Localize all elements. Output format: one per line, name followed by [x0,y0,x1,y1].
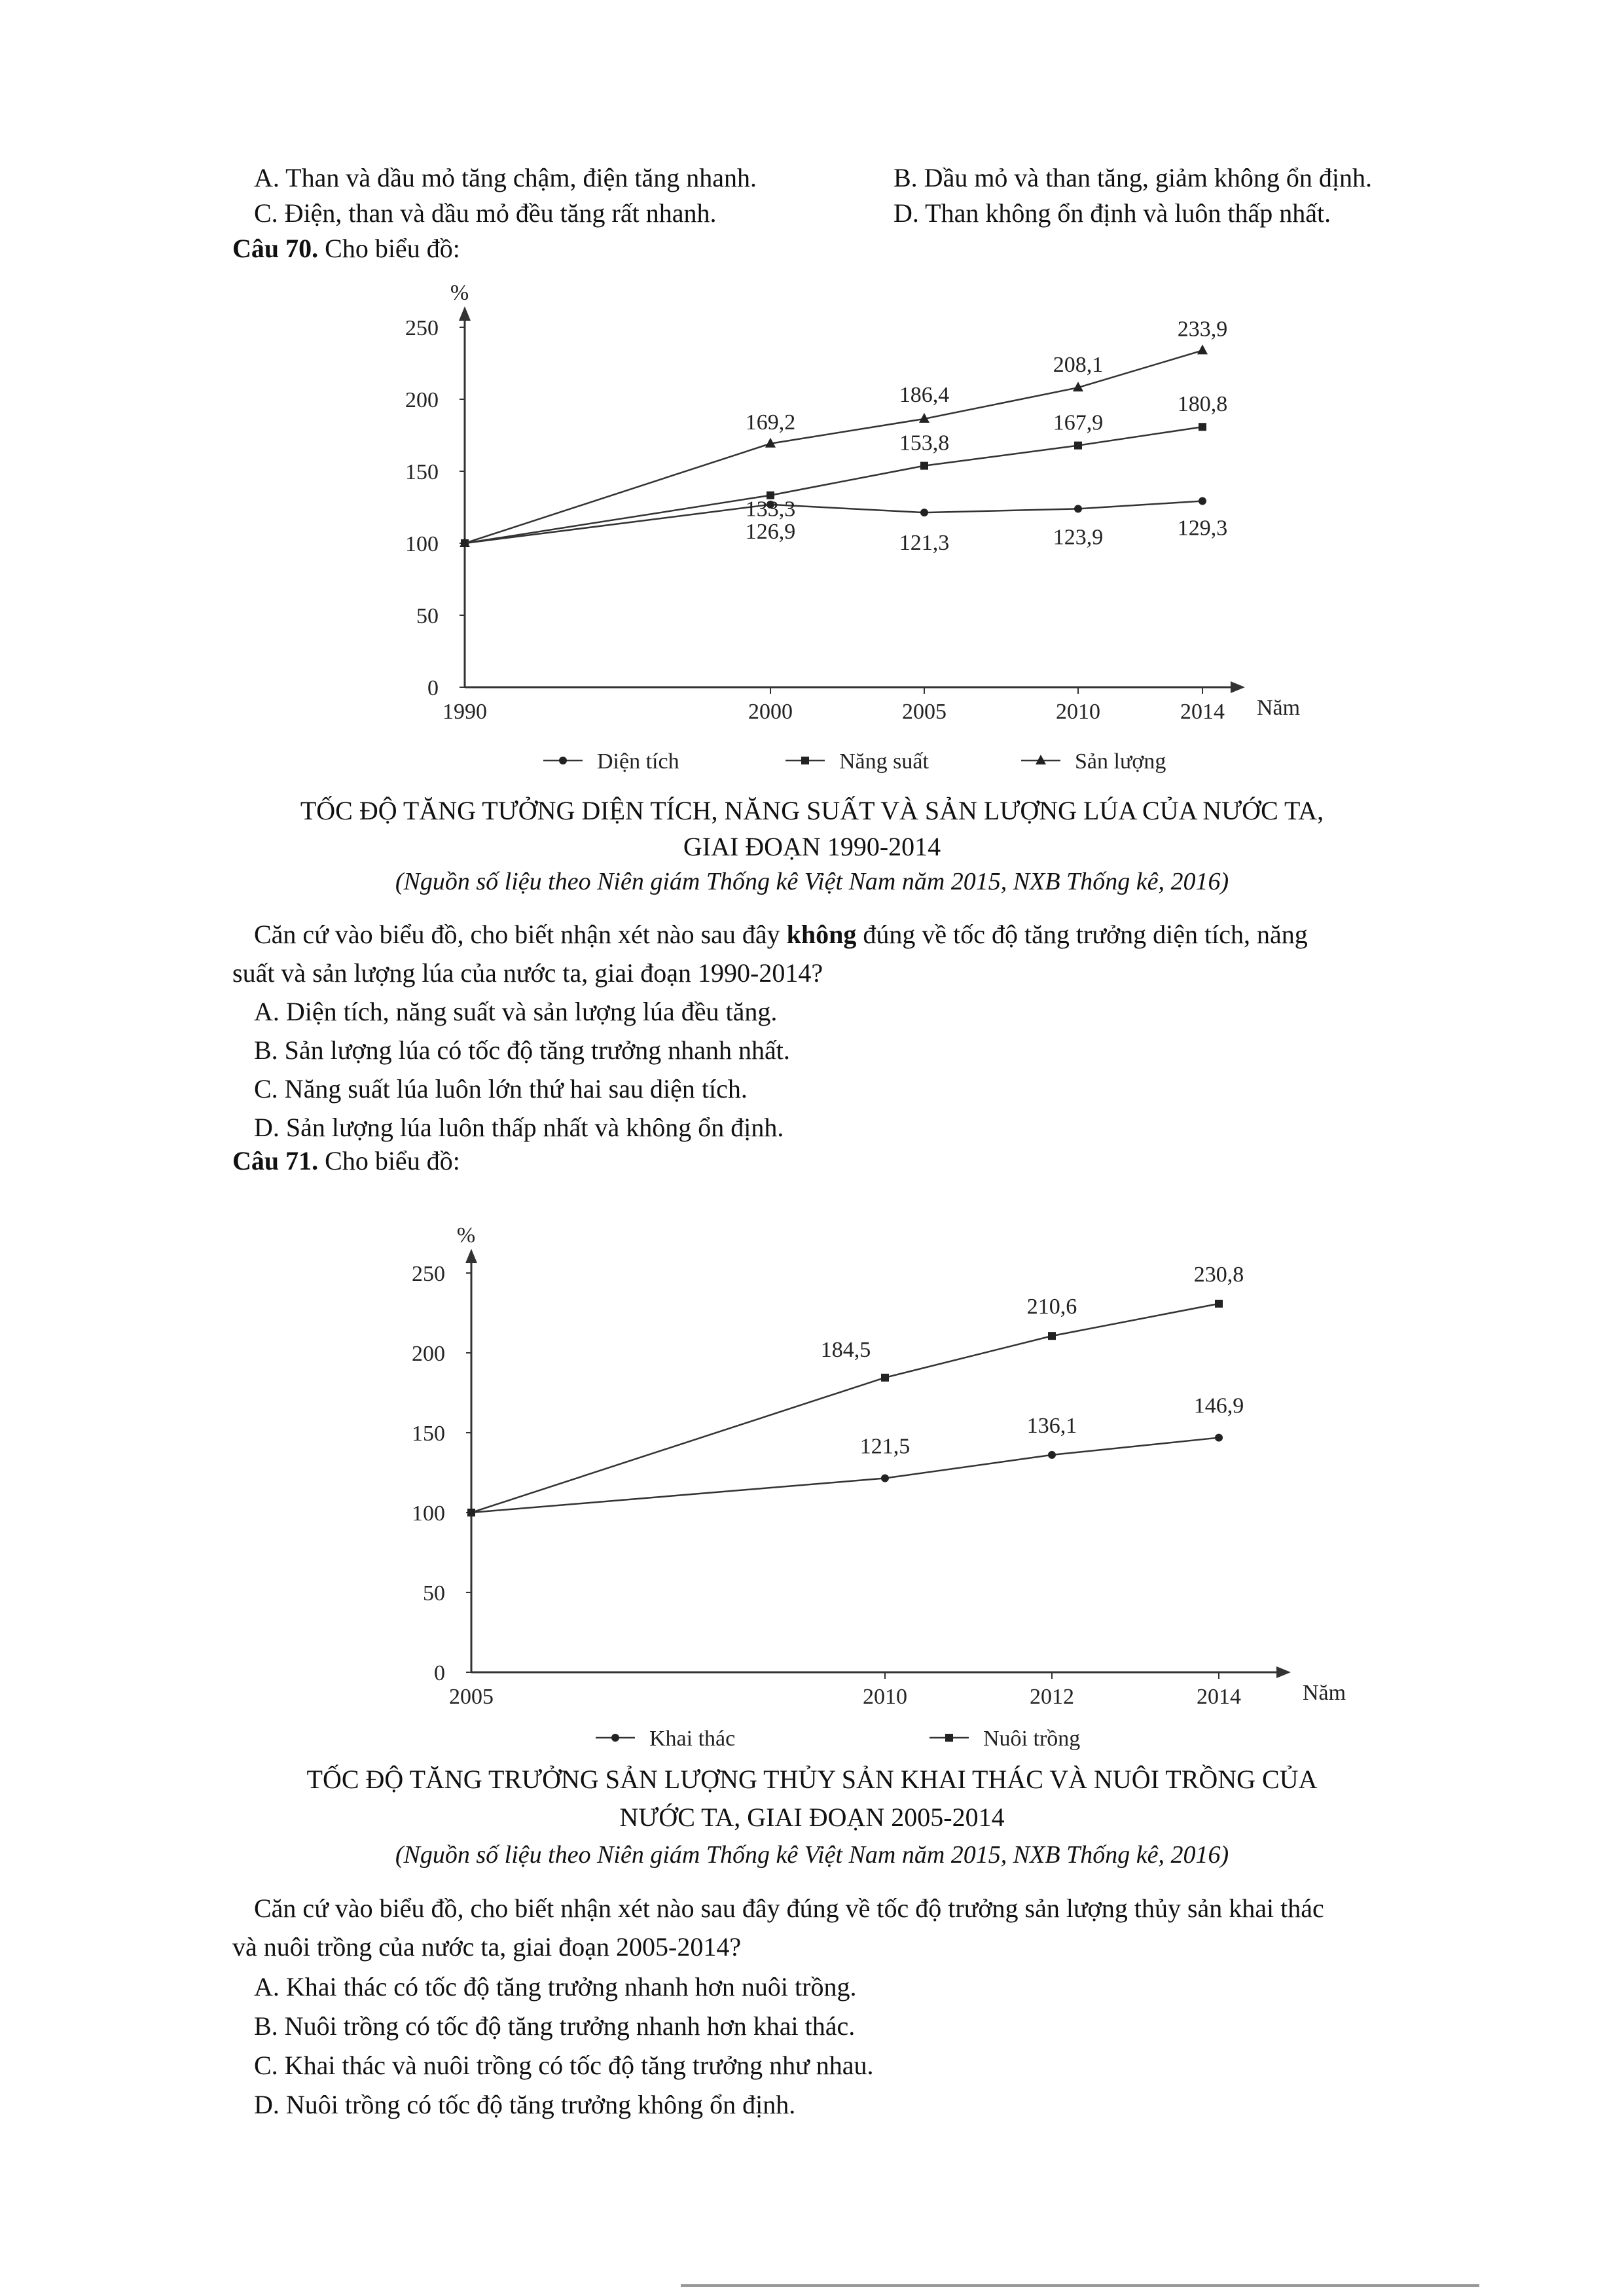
data-point [1199,497,1206,505]
y-tick-label: 200 [405,388,439,412]
data-point [1048,1332,1056,1340]
data-point [1197,344,1208,354]
q71-source: (Nguồn số liệu theo Niên giám Thống kê Việt Nam năm 2015, NXB Thống kê, 2016) [395,1841,1229,1869]
legend-marker [611,1734,619,1742]
data-label: 129,3 [1177,516,1228,541]
y-axis-unit: % [450,281,469,305]
prev-option-b: B. Dầu mỏ và than tăng, giảm không ổn định. [893,163,1373,192]
y-axis-arrow [465,1249,477,1263]
x-tick-label: 2000 [748,700,793,724]
x-tick-label: 2010 [863,1685,907,1709]
x-tick-label: 2014 [1180,700,1225,724]
prev-option-a: A. Than và dầu mỏ tăng chậm, điện tăng nhanh. [254,163,757,192]
legend-marker [945,1734,953,1742]
data-point [1048,1451,1056,1459]
data-point [1215,1434,1223,1442]
legend-marker [559,757,567,764]
x-tick-label: 2012 [1030,1685,1074,1709]
q70-option-b: B. Sản lượng lúa có tốc độ tăng trưởng nhanh nhất. [254,1035,790,1065]
legend-marker [1036,755,1046,764]
footer-divider [681,2284,1479,2287]
q70-question-line1 [254,919,1308,950]
x-axis-arrow [1231,681,1245,693]
x-tick-label: 2005 [449,1685,494,1709]
data-point [881,1374,889,1382]
data-label: 210,6 [1026,1295,1077,1319]
data-point [920,509,928,516]
data-point [1215,1300,1223,1308]
q71-option-d: D. Nuôi trồng có tốc độ tăng trưởng không ổn định. [254,2090,796,2119]
data-point [1199,423,1206,431]
q71-heading [232,1145,460,1177]
q70-question-line2: suất và sản lượng lúa của nước ta, giai đoạn 1990-2014? [232,958,823,988]
legend-label: Nuôi trồng [983,1727,1081,1751]
prev-option-d: D. Than không ổn định và luôn thấp nhất. [893,198,1331,228]
x-tick-label: 2010 [1056,700,1100,724]
legend-label: Khai thác [649,1727,736,1751]
y-tick-label: 50 [416,604,439,628]
q70-option-d: D. Sản lượng lúa luôn thấp nhất và không ổn định. [254,1113,784,1142]
data-label: 167,9 [1053,410,1104,435]
y-tick-label: 250 [405,316,439,340]
q70-option-a: A. Diện tích, năng suất và sản lượng lúa đều tăng. [254,997,778,1026]
data-label: 121,5 [859,1434,911,1459]
data-label: 184,5 [820,1337,871,1362]
data-label: 153,8 [899,431,950,456]
q70-option-c: C. Năng suất lúa luôn lớn thứ hai sau diện tích. [254,1074,748,1103]
q70-heading [232,233,460,264]
data-label: 123,9 [1053,525,1104,550]
q71-option-b: B. Nuôi trồng có tốc độ tăng trưởng nhanh hơn khai thác. [254,2011,856,2041]
data-label: 230,8 [1193,1262,1244,1287]
data-label: 133,3 [745,497,796,522]
legend-label: Sản lượng [1075,749,1166,774]
data-label: 146,9 [1193,1393,1244,1418]
x-tick-label: 2005 [902,700,947,724]
q70-label: Câu 70. [232,234,319,263]
data-label: 136,1 [1026,1413,1077,1438]
data-label: 186,4 [899,382,950,407]
x-axis-title: Năm [1303,1681,1346,1705]
data-label: 208,1 [1053,353,1104,378]
legend-label: Năng suất [839,749,929,774]
x-tick-label: 1990 [442,700,487,724]
y-tick-label: 50 [423,1581,445,1605]
data-label: 233,9 [1177,317,1228,342]
legend-marker [801,757,809,764]
y-tick-label: 200 [412,1342,445,1366]
y-tick-label: 150 [412,1422,445,1446]
series-line-0 [471,1438,1219,1513]
q71-caption-line2: NƯỚC TA, GIAI ĐOẠN 2005-2014 [619,1803,1005,1832]
y-tick-label: 150 [405,460,439,484]
data-point [1074,442,1082,450]
x-tick-label: 2014 [1197,1685,1241,1709]
data-label: 121,3 [899,531,950,556]
q71-caption-line1: TỐC ĐỘ TĂNG TRƯỞNG SẢN LƯỢNG THỦY SẢN KHAI THÁC VÀ NUÔI TRỒNG CỦA [306,1765,1318,1794]
data-label: 180,8 [1177,392,1228,417]
q71-option-c: C. Khai thác và nuôi trồng có tốc độ tăng trưởng như nhau. [254,2051,874,2080]
data-point [1074,505,1082,512]
data-label: 169,2 [745,410,796,435]
q70-caption-line1: TỐC ĐỘ TĂNG TƯỞNG DIỆN TÍCH, NĂNG SUẤT VÀ SẢN LƯỢNG LÚA CỦA NƯỚC TA, [300,796,1324,825]
q71-question-line2: và nuôi trồng của nước ta, giai đoạn 2005-2014? [232,1932,742,1962]
q70-question-part1: Căn cứ vào biểu đồ, cho biết nhận xét nào sau đây [254,920,787,949]
y-tick-label: 250 [412,1262,445,1286]
chart-fishery-growth [367,1185,1348,1761]
q71-question-line1: Căn cứ vào biểu đồ, cho biết nhận xét nào sau đây đúng về tốc độ trưởng sản lượng thủy sản khai thác [254,1893,1324,1923]
y-tick-label: 0 [427,676,439,700]
q70-question-part2: đúng về tốc độ tăng trưởng diện tích, năng [856,920,1308,949]
y-tick-label: 0 [434,1661,445,1685]
prev-option-c: C. Điện, than và dầu mỏ đều tăng rất nhanh. [254,198,717,228]
data-point [467,1509,475,1516]
chart-rice-growth [367,275,1348,798]
q71-option-a: A. Khai thác có tốc độ tăng trưởng nhanh hơn nuôi trồng. [254,1972,857,2001]
series-line-2 [465,350,1202,543]
y-tick-label: 100 [412,1501,445,1526]
x-axis-title: Năm [1257,696,1301,720]
x-axis-arrow [1276,1666,1291,1678]
q70-caption-line2: GIAI ĐOẠN 1990-2014 [683,832,941,861]
q70-source: (Nguồn số liệu theo Niên giám Thống kê Việt Nam năm 2015, NXB Thống kê, 2016) [395,868,1229,895]
q71-label: Câu 71. [232,1146,319,1175]
data-point [920,462,928,470]
q70-intro: Cho biểu đồ: [318,234,460,263]
q71-intro: Cho biểu đồ: [318,1146,460,1175]
data-label: 126,9 [745,519,796,544]
legend-label: Diện tích [597,749,679,774]
q70-question-bold: không [786,920,857,949]
y-tick-label: 100 [405,532,439,556]
y-axis-arrow [459,306,471,321]
y-axis-unit: % [456,1223,476,1247]
data-point [881,1475,889,1482]
